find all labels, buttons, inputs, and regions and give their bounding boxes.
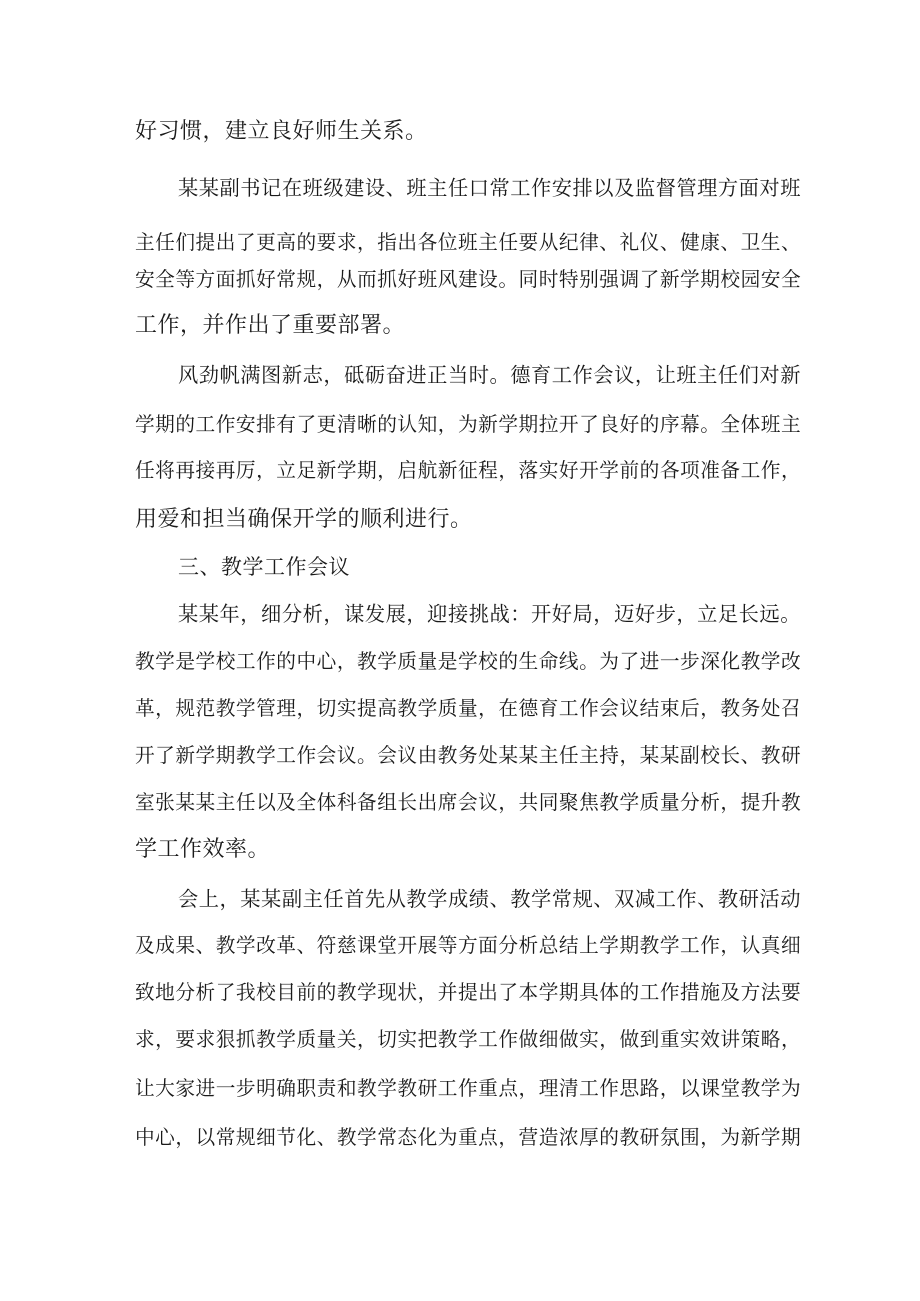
text-line: 主任们提出了更高的要求，指出各位班主任要从纪律、礼仪、健康、卫生、: [135, 231, 802, 254]
text-line: 用爱和担当确保开学的顺利进行。: [135, 507, 473, 532]
text-line: 好习惯，建立良好师生关系。: [135, 119, 428, 144]
text-line: 会上，某某副主任首先从教学成绩、教学常规、双减工作、教研活动: [178, 887, 801, 911]
text-line: 学工作效率。: [135, 837, 271, 862]
text-line: 某某副书记在班级建设、班主任口常工作安排以及监督管理方面对班: [178, 176, 801, 200]
text-line: 风劲帆满图新志，砥砺奋进正当时。德育工作会议，让班主任们对新: [178, 363, 801, 387]
text-line: 致地分析了我校目前的教学现状，并提出了本学期具体的工作措施及方法要: [135, 981, 802, 1004]
text-line: 革，规范教学管理，切实提高教学质量，在德育工作会议结束后，教务处召: [135, 697, 802, 720]
section-heading: 三、教学工作会议: [178, 555, 350, 579]
text-line: 及成果、教学改革、符慈课堂开展等方面分析总结上学期教学工作，认真细: [135, 934, 802, 957]
text-line: 某某年，细分析，谋发展，迎接挑战：开好局，迈好步，立足长远。: [178, 602, 801, 626]
text-line: 中心，以常规细节化、教学常态化为重点，营造浓厚的教研氛围，为新学期: [135, 1126, 802, 1149]
text-line: 教学是学校工作的中心，教学质量是学校的生命线。为了进一步深化教学改: [135, 650, 802, 673]
text-line: 任将再接再厉，立足新学期，启航新征程，落实好开学前的各项准备工作，: [135, 459, 802, 482]
text-line: 让大家进一步明确职责和教学教研工作重点，理清工作思路，以课堂教学为: [135, 1077, 802, 1100]
text-line: 安全等方面抓好常规，从而抓好班风建设。同时特别强调了新学期校园安全: [135, 268, 802, 291]
text-line: 室张某某主任以及全体科备组长出席会议，共同聚焦教学质量分析，提升教: [135, 791, 802, 814]
text-line: 学期的工作安排有了更清晰的认知，为新学期拉开了良好的序幕。全体班主: [135, 413, 802, 436]
text-line: 开了新学期教学工作会议。会议由教务处某某主任主持，某某副校长、教研: [135, 744, 802, 767]
text-line: 求，要求狠抓教学质量关，切实把教学工作做细做实，做到重实效讲策略，: [135, 1028, 802, 1051]
text-line: 工作，并作出了重要部署。: [135, 313, 406, 338]
